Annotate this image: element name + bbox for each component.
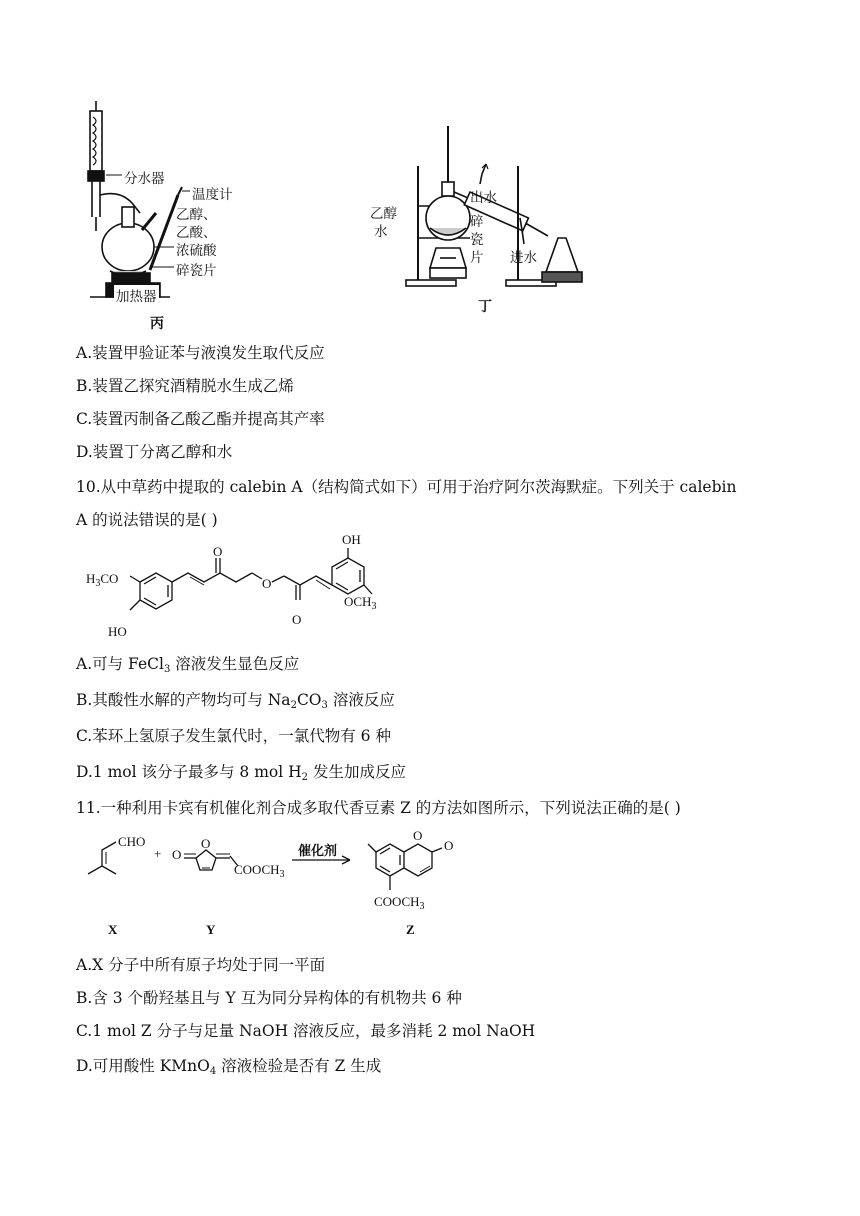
label-ho-left: HO [108,624,127,639]
label-ding-shui: 水 [374,224,388,240]
apparatus-bing-drawing [70,95,270,335]
q11-option-d: D.可用酸性 KMnO$_4$ 溶液检验是否有 Z 生成 [76,1057,382,1077]
apparatus-ding-drawing [370,120,600,320]
label-nongliusuan: 浓硫酸 [176,243,217,259]
q9-option-d: D.装置丁分离乙醇和水 [76,443,233,461]
q11-scheme [80,826,500,946]
label-yisuan: 乙酸、 [176,225,217,241]
q10-stem-line1: 10.从中草药中提取的 calebin A（结构简式如下）可用于治疗阿尔茨海默症。下列关于 calebin [76,478,737,496]
label-cho: CHO [118,834,146,849]
label-o-y2: O [201,836,211,851]
caption-bing: 丙 [150,316,164,332]
label-o-bottom: O [292,612,302,627]
q10-option-d: D.1 mol 该分子最多与 8 mol $H_2$ 发生加成反应 [76,763,406,783]
q10-option-c: C.苯环上氢原子发生氯代时，一氯代物有 6 种 [76,727,391,745]
caption-ding: 丁 [478,299,492,315]
q9-option-a: A.装置甲验证苯与液溴发生取代反应 [76,344,325,362]
apparatus-ding [370,120,600,320]
q10-option-a: A.可与 FeCl$_3$ 溶液发生显色反应 [76,655,300,675]
label-o-y1: O [172,847,182,862]
q11-option-a: A.X 分子中所有原子均处于同一平面 [76,956,326,974]
calebin-a-structure [80,538,400,648]
label-ding-pian: 片 [470,250,484,266]
label-o-z1: O [413,828,423,843]
label-y: Y [206,922,216,937]
label-h3co: $H_3CO$ [86,571,119,589]
q10-stem-line2: A 的说法错误的是( ) [76,511,218,529]
label-z: Z [406,922,415,937]
label-oh-right: OH [342,532,361,547]
label-plus: + [154,846,162,861]
label-jiareqi: 加热器 [114,285,159,305]
label-fenshuiqi: 分水器 [124,171,165,187]
q11-stem: 11.一种利用卡宾有机催化剂合成多取代香豆素 Z 的方法如图所示，下列说法正确的是( ) [76,799,681,817]
q11-option-b: B.含 3 个酚羟基且与 Y 互为同分异构体的有机物共 6 种 [76,989,462,1007]
label-ding-jinshui: 进水 [510,250,537,266]
label-och3: $OCH_3$ [344,594,377,612]
label-o-z2: O [444,838,454,853]
label-catalyst: 催化剂 [298,844,338,859]
q9-option-c: C.装置丙制备乙酸乙酯并提高其产率 [76,410,325,428]
label-ding-sui: 碎 [470,214,484,230]
label-cooch3-z: $COOCH_3$ [374,894,425,912]
q10-structure [80,532,400,648]
q11-option-c: C.1 mol Z 分子与足量 NaOH 溶液反应，最多消耗 2 mol NaOH [76,1022,536,1040]
q10-option-b: B.其酸性水解的产物均可与 $Na_2CO_3$ 溶液反应 [76,691,395,711]
label-o-ester: O [262,576,272,591]
label-ding-ci: 瓷 [470,232,484,248]
label-cooch3-y: $COOCH_3$ [234,862,285,880]
label-ding-yichun: 乙醇 [370,206,397,222]
label-ding-chushui: 出水 [470,190,497,206]
q9-option-b: B.装置乙探究酒精脱水生成乙烯 [76,377,294,395]
label-suicipian: 碎瓷片 [176,263,217,279]
label-wenduji: 温度计 [192,187,233,203]
label-x: X [108,922,118,937]
apparatus-bing [70,95,270,335]
label-yichun: 乙醇、 [176,207,217,223]
label-o-top: O [213,544,223,559]
